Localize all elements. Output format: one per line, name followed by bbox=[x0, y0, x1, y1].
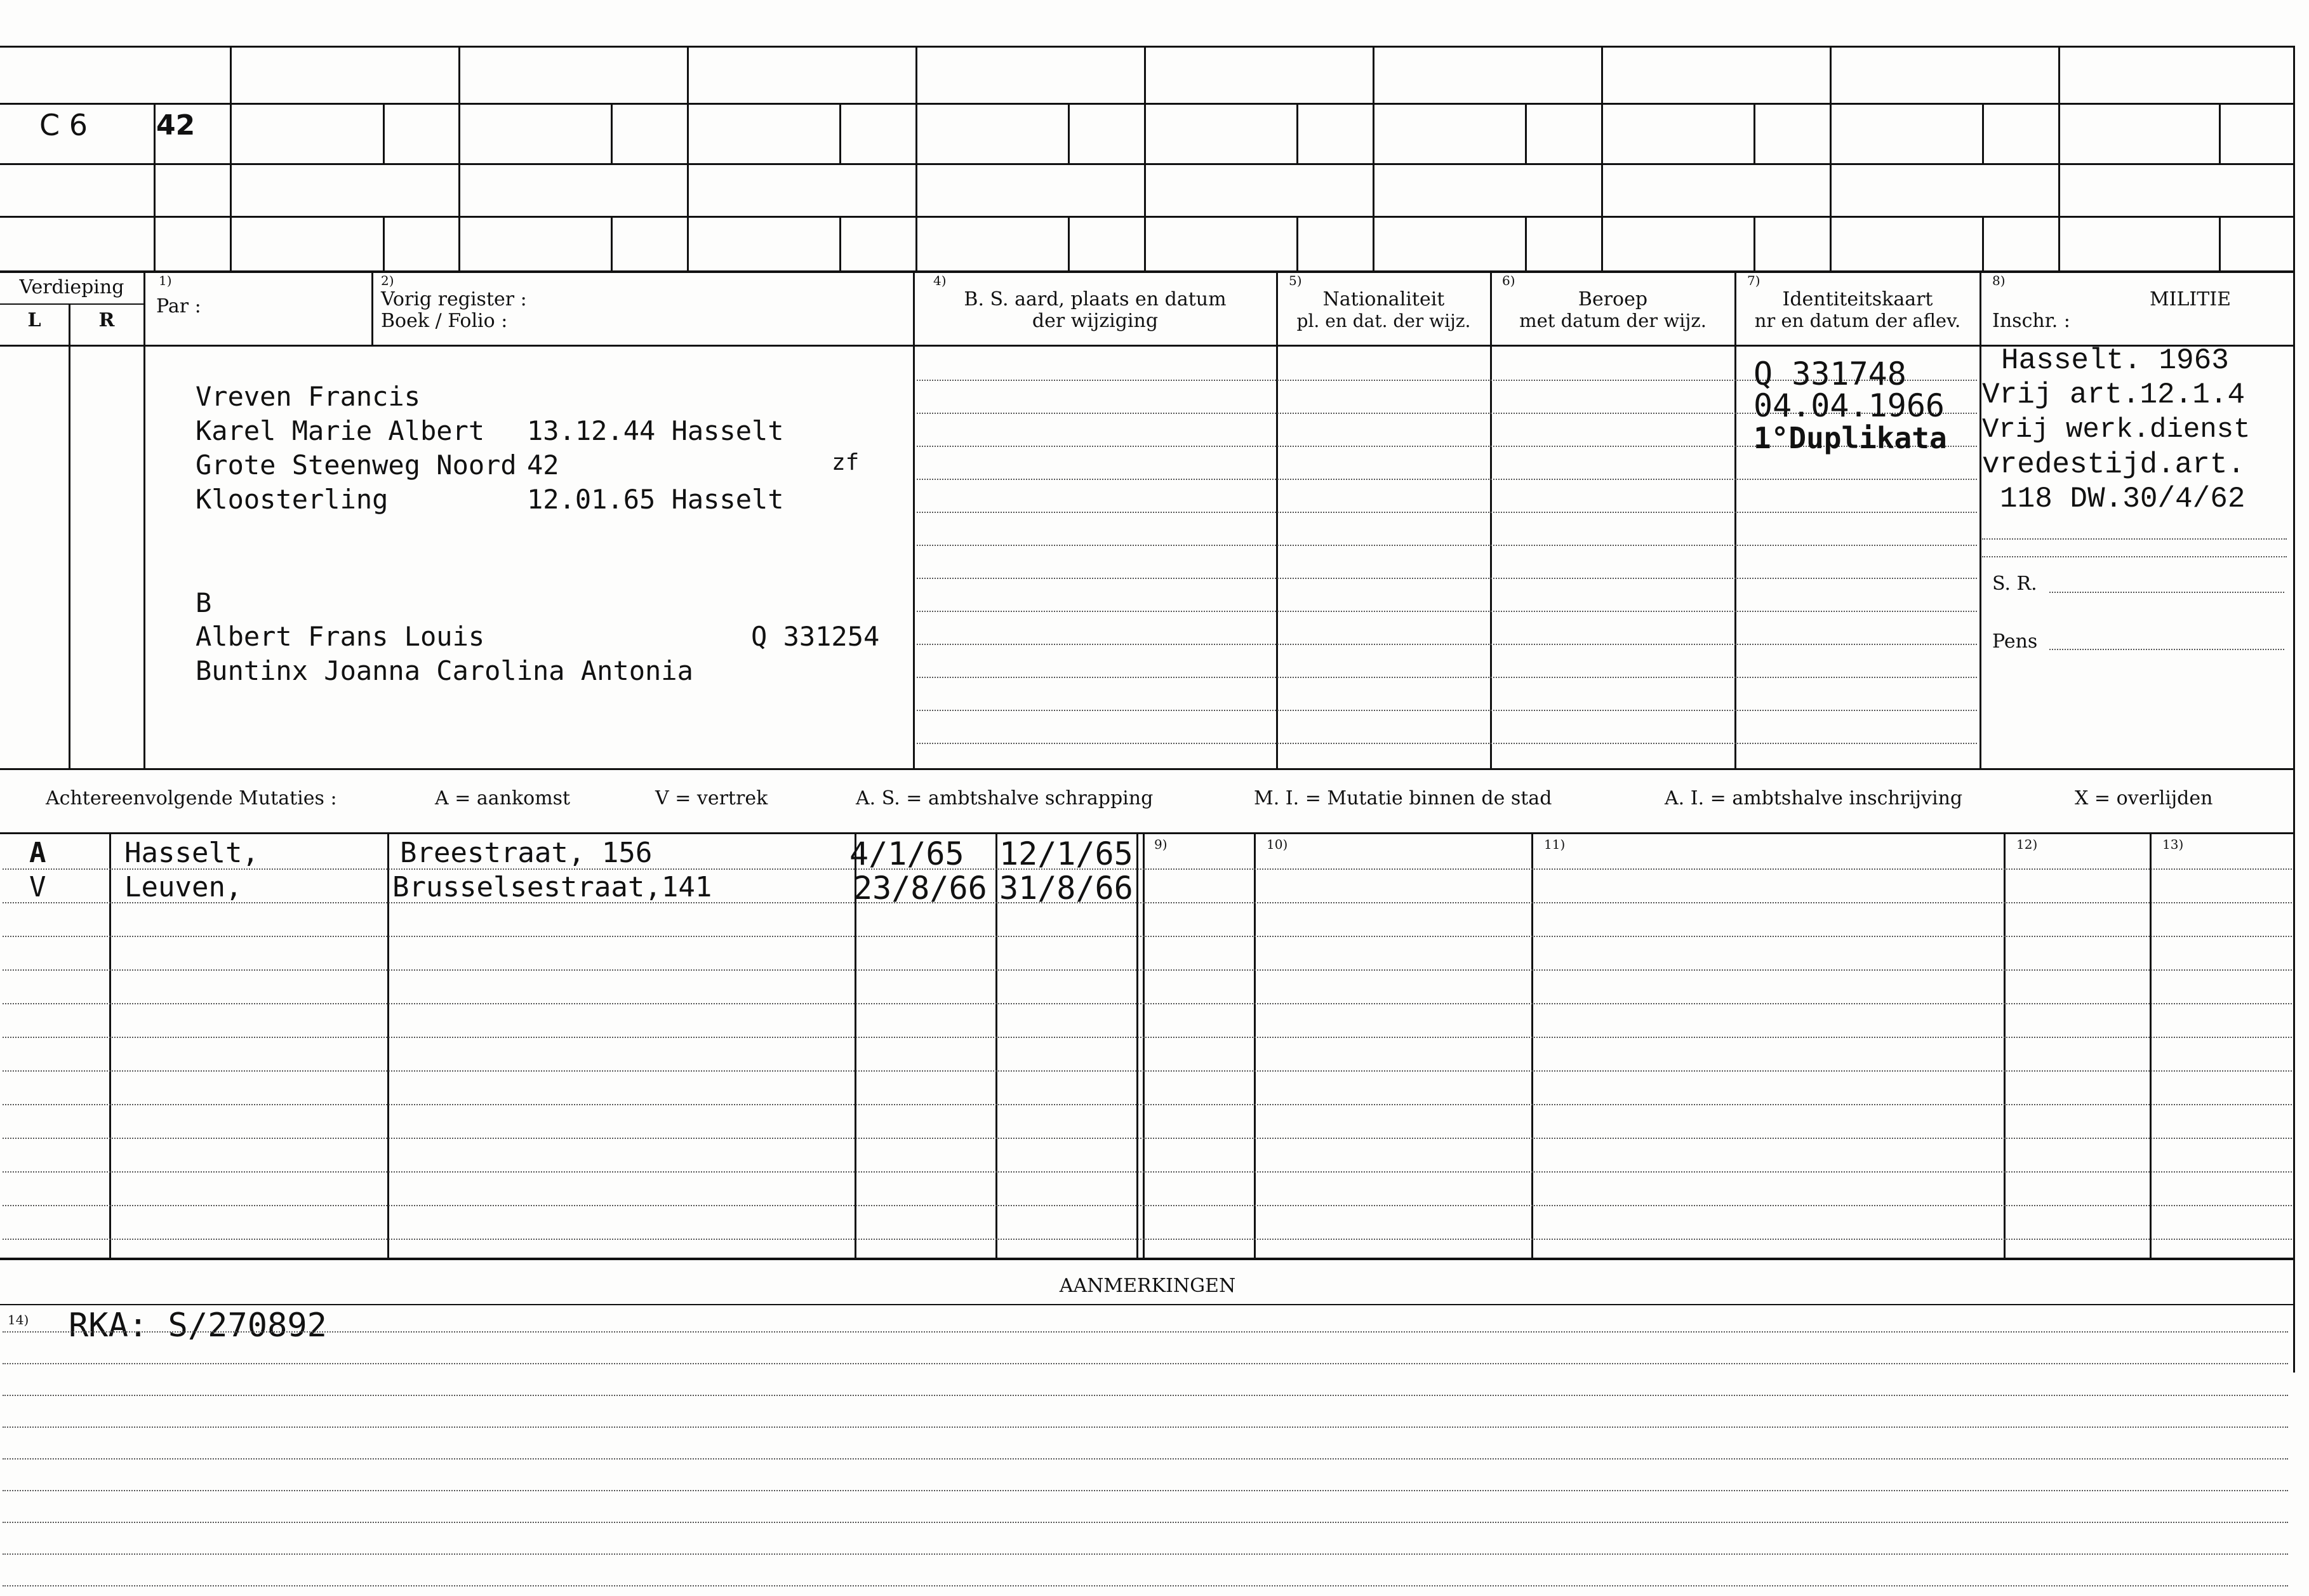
person-occupation-date: 12.01.65 Hasselt bbox=[527, 484, 784, 515]
rule bbox=[387, 832, 389, 1259]
dotted-line bbox=[3, 1331, 2288, 1333]
dotted-line bbox=[3, 969, 2292, 971]
person-b: B bbox=[196, 587, 212, 618]
rule bbox=[0, 832, 2295, 834]
militia-pens-label: Pens bbox=[1992, 630, 2038, 653]
col4-line2: der wijziging bbox=[1032, 310, 1159, 332]
col13-number: 13) bbox=[2162, 837, 2184, 852]
rule bbox=[0, 1304, 2295, 1305]
rule bbox=[69, 303, 70, 769]
militia-line1: Hasselt. 1963 bbox=[2001, 344, 2229, 377]
col7-line2: nr en datum der aflev. bbox=[1754, 310, 1961, 331]
dotted-line bbox=[917, 677, 1977, 678]
rule bbox=[2219, 103, 2221, 164]
rule bbox=[0, 46, 2295, 48]
col5-line1: Nationaliteit bbox=[1322, 288, 1445, 310]
dotted-line bbox=[917, 644, 1977, 645]
rule bbox=[371, 272, 373, 345]
rule bbox=[0, 103, 2295, 105]
dotted-line bbox=[917, 545, 1977, 546]
legend-a: A = aankomst bbox=[435, 787, 571, 809]
dotted-line bbox=[3, 1239, 2292, 1240]
rule bbox=[1982, 216, 1984, 272]
sr-dotted-line bbox=[2049, 592, 2284, 593]
rule bbox=[230, 46, 232, 272]
col2-line2: Boek / Folio : bbox=[381, 310, 508, 332]
card-code-suffix: 42 bbox=[156, 109, 196, 142]
col6-number: 6) bbox=[1502, 273, 1515, 288]
legend-title: Achtereenvolgende Mutaties : bbox=[46, 787, 337, 809]
person-birth: 13.12.44 Hasselt bbox=[527, 415, 784, 446]
id-card-number: Q 331748 bbox=[1753, 356, 1906, 392]
col5-number: 5) bbox=[1289, 273, 1302, 288]
dotted-line bbox=[3, 1003, 2292, 1004]
person-zf: zf bbox=[832, 449, 860, 475]
id-card-note: 1°Duplikata bbox=[1753, 421, 1947, 455]
rule bbox=[1136, 832, 1138, 1259]
rule bbox=[1254, 832, 1256, 1259]
legend-as: A. S. = ambtshalve schrapping bbox=[856, 787, 1154, 809]
rule bbox=[1144, 46, 1146, 272]
col8-number: 8) bbox=[1992, 273, 2006, 288]
card-code: C 6 bbox=[39, 108, 88, 142]
dotted-line bbox=[917, 512, 1977, 513]
person-name: Vreven Francis bbox=[196, 381, 421, 412]
rule bbox=[1490, 272, 1492, 769]
rule bbox=[1734, 272, 1736, 769]
rule bbox=[1143, 832, 1145, 1259]
col7-line1: Identiteitskaart bbox=[1782, 288, 1933, 310]
remarks-number: 14) bbox=[8, 1312, 29, 1327]
col10-number: 10) bbox=[1267, 837, 1288, 852]
rule bbox=[0, 303, 145, 305]
mutation-date2: 12/1/65 bbox=[999, 835, 1133, 872]
mutation-type: V bbox=[29, 871, 46, 903]
rule bbox=[1980, 272, 1981, 769]
rule bbox=[0, 768, 2295, 770]
rule bbox=[0, 163, 2295, 165]
dotted-line bbox=[3, 1104, 2292, 1105]
dotted-line bbox=[3, 1138, 2292, 1139]
dotted-line bbox=[3, 902, 2292, 903]
militia-line4: vredestijd.art. bbox=[1982, 448, 2246, 481]
col4-line1: B. S. aard, plaats en datum bbox=[964, 288, 1227, 310]
militia-line2: Vrij art.12.1.4 bbox=[1982, 378, 2246, 411]
militia-inschr-label: Inschr. : bbox=[1992, 310, 2070, 332]
col6-line2: met datum der wijz. bbox=[1519, 310, 1707, 331]
rule bbox=[1753, 216, 1755, 272]
dotted-line bbox=[1982, 556, 2287, 557]
legend-ai: A. I. = ambtshalve inschrijving bbox=[1665, 787, 1963, 809]
dotted-line bbox=[1982, 538, 2287, 540]
mutation-city: Leuven, bbox=[124, 871, 243, 903]
col12-number: 12) bbox=[2016, 837, 2038, 852]
dotted-line bbox=[917, 479, 1977, 480]
dotted-line bbox=[3, 1553, 2288, 1555]
dotted-line bbox=[917, 611, 1977, 612]
person-given-names: Karel Marie Albert bbox=[196, 415, 485, 446]
mutation-street: Brusselsestraat,141 bbox=[392, 871, 712, 903]
rule bbox=[0, 270, 2295, 273]
dotted-line bbox=[3, 936, 2292, 937]
father-name: Albert Frans Louis bbox=[196, 621, 485, 652]
rule bbox=[1531, 832, 1533, 1259]
rule bbox=[143, 272, 145, 769]
col9-number: 9) bbox=[1154, 837, 1168, 852]
rule bbox=[839, 216, 841, 272]
mother-name: Buntinx Joanna Carolina Antonia bbox=[196, 655, 693, 686]
col11-number: 11) bbox=[1544, 837, 1566, 852]
dotted-line bbox=[3, 1522, 2288, 1523]
rule bbox=[154, 103, 156, 272]
col4-number: 4) bbox=[933, 273, 947, 288]
rule bbox=[1296, 103, 1298, 164]
rule bbox=[1068, 216, 1070, 272]
col1-number: 1) bbox=[159, 273, 172, 288]
rule bbox=[0, 216, 2295, 218]
rule bbox=[1068, 103, 1070, 164]
verdieping-right: R bbox=[98, 309, 115, 331]
dotted-line bbox=[3, 1171, 2292, 1173]
rule bbox=[0, 345, 2295, 347]
dotted-line bbox=[3, 1490, 2288, 1491]
col2-line1: Vorig register : bbox=[381, 288, 527, 310]
rule bbox=[1296, 216, 1298, 272]
verdieping-left: L bbox=[27, 309, 41, 331]
rule bbox=[1753, 103, 1755, 164]
rule bbox=[2004, 832, 2006, 1259]
col1-label: Par : bbox=[156, 295, 201, 317]
dotted-line bbox=[917, 578, 1977, 579]
rule bbox=[687, 46, 689, 272]
col5-line2: pl. en dat. der wijz. bbox=[1296, 310, 1471, 331]
verdieping-label: Verdieping bbox=[19, 276, 124, 298]
militia-sr-label: S. R. bbox=[1992, 573, 2037, 595]
person-occupation: Kloosterling bbox=[196, 484, 389, 515]
mutation-type: A bbox=[29, 837, 46, 869]
col2-number: 2) bbox=[381, 273, 394, 288]
legend-mi: M. I. = Mutatie binnen de stad bbox=[1254, 787, 1552, 809]
militia-line5: 118 DW.30/4/62 bbox=[2000, 482, 2246, 515]
person-house-number: 42 bbox=[527, 449, 559, 481]
remarks-text: RKA: S/270892 bbox=[69, 1307, 327, 1345]
dotted-line bbox=[3, 1363, 2288, 1364]
remarks-title: AANMERKINGEN bbox=[1059, 1275, 1236, 1297]
person-address: Grote Steenweg Noord bbox=[196, 449, 517, 481]
rule bbox=[1982, 103, 1984, 164]
rule bbox=[109, 832, 111, 1259]
dotted-line bbox=[3, 1426, 2288, 1428]
father-id: Q 331254 bbox=[751, 621, 880, 652]
dotted-line bbox=[3, 868, 2292, 870]
rule bbox=[1525, 103, 1527, 164]
mutation-street: Breestraat, 156 bbox=[400, 837, 653, 869]
rule bbox=[2058, 46, 2060, 272]
rule bbox=[611, 216, 613, 272]
rule bbox=[0, 1258, 2295, 1260]
dotted-line bbox=[3, 1458, 2288, 1460]
rule bbox=[1525, 216, 1527, 272]
mutation-date1: 4/1/65 bbox=[849, 835, 964, 872]
dotted-line bbox=[3, 1395, 2288, 1396]
rule bbox=[2293, 46, 2295, 1373]
rule bbox=[1601, 46, 1603, 272]
col6-line1: Beroep bbox=[1578, 288, 1648, 310]
pens-dotted-line bbox=[2049, 649, 2284, 650]
col7-number: 7) bbox=[1747, 273, 1760, 288]
dotted-line bbox=[917, 710, 1977, 711]
rule bbox=[2219, 216, 2221, 272]
legend-v: V = vertrek bbox=[655, 787, 768, 809]
legend-x: X = overlijden bbox=[2075, 787, 2213, 809]
rule bbox=[915, 46, 917, 272]
rule bbox=[995, 832, 997, 1259]
dotted-line bbox=[3, 1585, 2288, 1586]
militia-title: MILITIE bbox=[2149, 288, 2232, 310]
rule bbox=[1830, 46, 1832, 272]
rule bbox=[383, 216, 385, 272]
rule bbox=[2150, 832, 2152, 1259]
rule bbox=[839, 103, 841, 164]
rule bbox=[383, 103, 385, 164]
rule bbox=[458, 46, 460, 272]
militia-line3: Vrij werk.dienst bbox=[1982, 414, 2251, 446]
rule bbox=[913, 272, 915, 769]
dotted-line bbox=[3, 1037, 2292, 1038]
dotted-line bbox=[917, 743, 1977, 744]
rule bbox=[611, 103, 613, 164]
rule bbox=[1276, 272, 1278, 769]
dotted-line bbox=[3, 1205, 2292, 1206]
mutation-city: Hasselt, bbox=[124, 837, 259, 869]
rule bbox=[1373, 46, 1374, 272]
mutation-date2: 31/8/66 bbox=[999, 870, 1133, 907]
dotted-line bbox=[3, 1070, 2292, 1072]
id-card-date: 04.04.1966 bbox=[1753, 387, 1945, 424]
mutation-date1: 23/8/66 bbox=[853, 870, 987, 907]
